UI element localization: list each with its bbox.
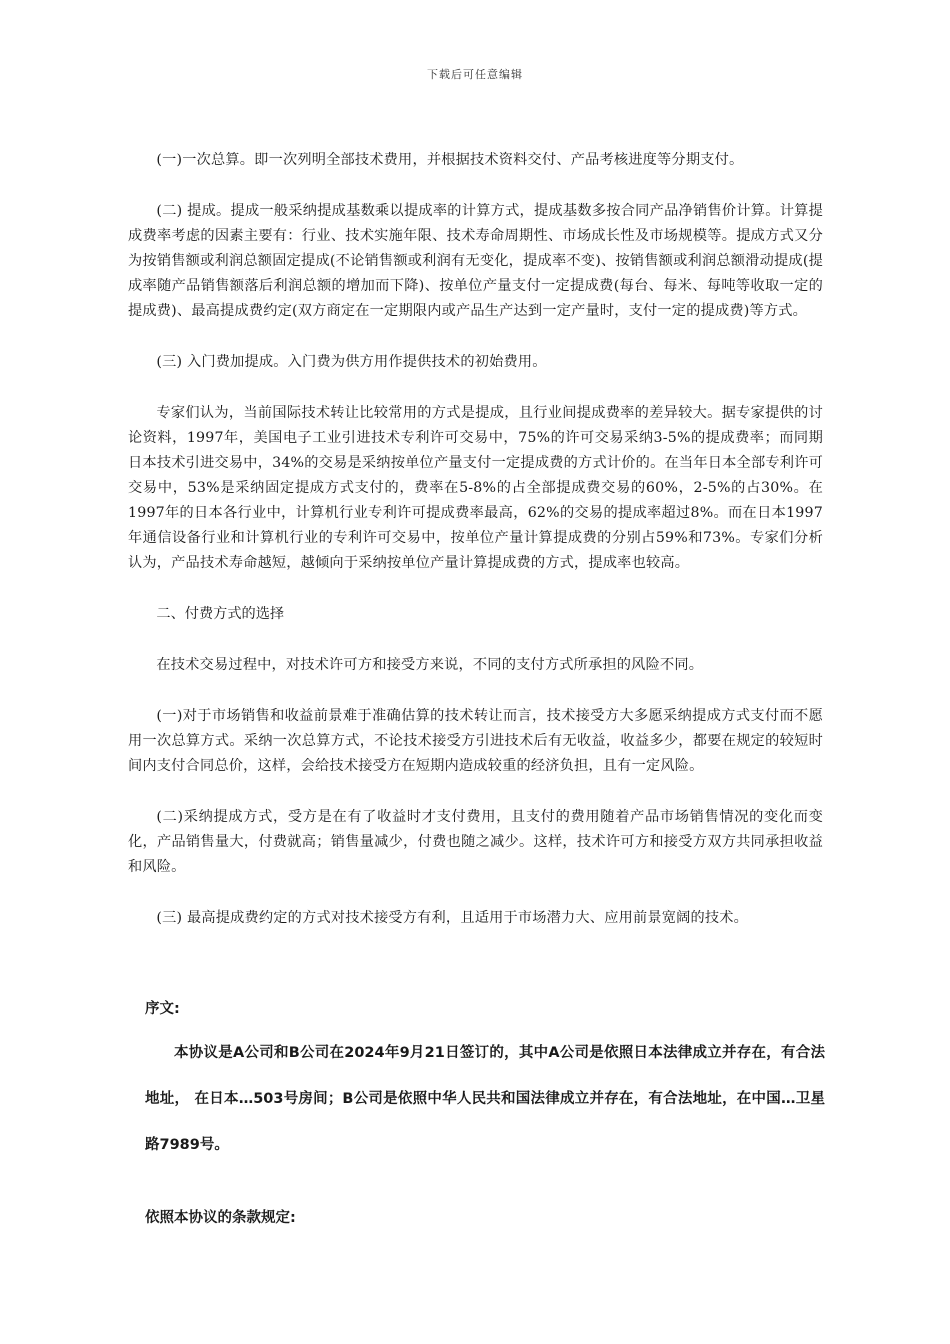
paragraph-risk-2: (二)采纳提成方式，受方是在有了收益时才支付费用，且支付的费用随着产品市场销售情况的变化而变化，产品销售量大，付费就高；销售量减少，付费也随之减少。这样，技术许可方和接受方双方共同承担收益和风险。 [128, 809, 823, 875]
paragraph-entry-fee: (三) 入门费加提成。入门费为供方用作提供技术的初始费用。 [156, 354, 547, 370]
paragraph-risk-1: (一)对于市场销售和收益前景难于准确估算的技术转让而言，技术接受方大多愿采纳提成方式支付而不愿用一次总算方式。采纳一次总算方式，不论技术接受方引进技术后有无收益，收益多少，都要在规定的较短时间内支付合同总价，这样，会给技术接受方在短期内造成较重的经济负担，且有一定风险。 [128, 708, 823, 774]
paragraph-lump-sum: (一)一次总算。即一次列明全部技术费用，并根据技术资料交付、产品考核进度等分期支付。 [156, 152, 744, 168]
paragraph-risk-3: (三) 最高提成费约定的方式对技术接受方有利，且适用于市场潜力大、应用前景宽阔的技术。 [156, 910, 749, 926]
preface-title: 序文: [145, 1001, 180, 1017]
preface-section [145, 997, 825, 1227]
section-heading-payment-choice: 二、付费方式的选择 [156, 606, 285, 622]
document-body [128, 148, 823, 957]
preface-body: 本协议是A公司和B公司在2024年9月21日签订的，其中A公司是依照日本法律成立并存在，有合法地址， 在日本…503号房间；B公司是依照中华人民共和国法律成立并存在，有合法地址，在中国…卫星路7989号。 [145, 1045, 825, 1153]
header-note: 下载后可任意编辑 [427, 68, 523, 81]
paragraph-expert-opinion: 专家们认为，当前国际技术转让比较常用的方式是提成，且行业间提成费率的差异较大。据专家提供的讨论资料，1997年，美国电子工业引进技术专利许可交易中，75%的许可交易采纳3-5%的提成费率；而同期日本技术引进交易中，34%的交易是采纳按单位产量支付一定提成费的方式计价的。在当年日本全部专利许可交易中，53%是采纳固定提成方式支付的，费率在5-8%的占全部提成费交易的60%，2-5%的占30%。在1997年的日本各行业中，计算机行业专利许可提成费率最高，62%的交易的提成率超过8%。而在日本1997年通信设备行业和计算机行业的专利许可交易中，按单位产量计算提成费的分别占59%和73%。专家们分析认为，产品技术寿命越短，越倾向于采纳按单位产量计算提成费的方式，提成率也较高。 [128, 405, 823, 571]
paragraph-risk-intro: 在技术交易过程中，对技术许可方和接受方来说，不同的支付方式所承担的风险不同。 [156, 657, 704, 673]
paragraph-royalty: (二) 提成。提成一般采纳提成基数乘以提成率的计算方式，提成基数多按合同产品净销售价计算。计算提成费率考虑的因素主要有：行业、技术实施年限、技术寿命周期性、市场成长性及市场规模等。提成方式又分为按销售额或利润总额固定提成(不论销售额或利润有无变化，提成率不变)、按销售额或利润总额滑动提成(提成率随产品销售额落后利润总额的增加而下降)、按单位产量支付一定提成费(每台、每米、每吨等收取一定的提成费)、最高提成费约定(双方商定在一定期限内或产品生产达到一定产量时，支付一定的提成费)等方式。 [128, 203, 823, 319]
clause-intro: 依照本协议的条款规定: [145, 1210, 296, 1226]
